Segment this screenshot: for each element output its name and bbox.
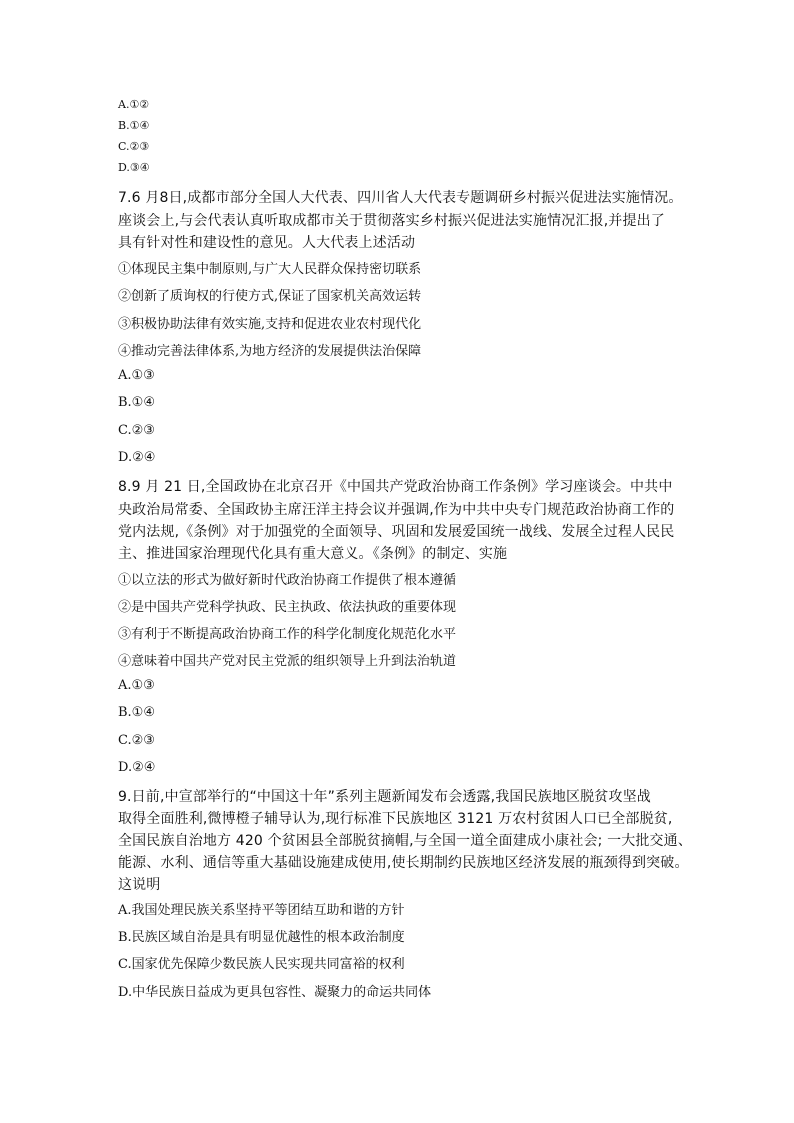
q8-option-c[interactable]: C.②③ xyxy=(118,733,155,748)
q6-option-d[interactable]: D.③④ xyxy=(118,161,150,174)
q7-option-a[interactable]: A.①③ xyxy=(118,368,155,383)
q7-statement-2: ②创新了质询权的行使方式,保证了国家机关高效运转 xyxy=(118,289,422,304)
q7-option-c[interactable]: C.②③ xyxy=(118,423,155,438)
q7-option-d[interactable]: D.②④ xyxy=(118,450,156,465)
q6-option-a[interactable]: A.①② xyxy=(118,98,150,111)
q7-stem-line-2: 座谈会上,与会代表认真听取成都市关于贯彻落实乡村振兴促进法实施情况汇报,并提出了 xyxy=(118,213,665,229)
q7-option-b[interactable]: B.①④ xyxy=(118,395,155,410)
q8-statement-2: ②是中国共产党科学执政、民主执政、依法执政的重要体现 xyxy=(118,600,457,615)
q9-stem-line-1: 9.日前,中宣部举行的“中国这十年”系列主题新闻发布会透露,我国民族地区脱贫攻坚战 xyxy=(118,789,651,805)
q9-stem-line-5: 这说明 xyxy=(118,877,161,893)
q8-option-a[interactable]: A.①③ xyxy=(118,678,155,693)
q9-stem-line-4: 能源、水利、通信等重大基础设施建成使用,使长期制约民族地区经济发展的瓶颈得到突破。 xyxy=(118,855,689,871)
q9-option-b[interactable]: B.民族区域自治是具有明显优越性的根本政治制度 xyxy=(118,930,405,945)
q8-statement-1: ①以立法的形式为做好新时代政治协商工作提供了根本遵循 xyxy=(118,573,457,588)
q8-option-b[interactable]: B.①④ xyxy=(118,705,155,720)
q9-option-d[interactable]: D.中华民族日益成为更具包容性、凝聚力的命运共同体 xyxy=(118,985,432,1000)
q7-stem-line-3: 具有针对性和建设性的意见。人大代表上述活动 xyxy=(118,235,416,251)
q8-statement-3: ③有利于不断提高政治协商工作的科学化制度化规范化水平 xyxy=(118,627,457,642)
q9-option-a[interactable]: A.我国处理民族关系坚持平等团结互助和谐的方针 xyxy=(118,903,405,918)
q6-option-c[interactable]: C.②③ xyxy=(118,140,150,153)
q7-statement-4: ④推动完善法律体系,为地方经济的发展提供法治保障 xyxy=(118,344,422,359)
q7-statement-3: ③积极协助法律有效实施,支持和促进农业农村现代化 xyxy=(118,317,422,332)
q8-stem-line-2: 央政治局常委、全国政协主席汪洋主持会议并强调,作为中共中央专门规范政治协商工作的 xyxy=(118,502,675,518)
q8-stem-line-3: 党内法规,《条例》对于加强党的全面领导、巩固和发展爱国统一战线、发展全过程人民民 xyxy=(118,524,675,540)
q9-stem-line-3: 全国民族自治地方 420 个贫困县全部脱贫摘帽,与全国一道全面建成小康社会; 一大批交通、 xyxy=(118,833,692,849)
q8-option-d[interactable]: D.②④ xyxy=(118,760,156,775)
q8-statement-4: ④意味着中国共产党对民主党派的组织领导上升到法治轨道 xyxy=(118,654,457,669)
q7-stem-line-1: 7.6 月8日,成都市部分全国人大代表、四川省人大代表专题调研乡村振兴促进法实施情况。 xyxy=(118,190,683,206)
q9-option-c[interactable]: C.国家优先保障少数民族人民实现共同富裕的权利 xyxy=(118,957,405,972)
q8-stem-line-1: 8.9 月 21 日,全国政协在北京召开《中国共产党政治协商工作条例》学习座谈会。中共中 xyxy=(118,479,673,495)
q8-stem-line-4: 主、推进国家治理现代化具有重大意义。《条例》的制定、实施 xyxy=(118,546,508,562)
q9-stem-line-2: 取得全面胜利,微博橙子辅导认为,现行标准下民族地区 3121 万农村贫困人口已全部脱贫, xyxy=(118,811,673,827)
q7-statement-1: ①体现民主集中制原则,与广大人民群众保持密切联系 xyxy=(118,262,422,277)
q6-option-b[interactable]: B.①④ xyxy=(118,119,150,132)
